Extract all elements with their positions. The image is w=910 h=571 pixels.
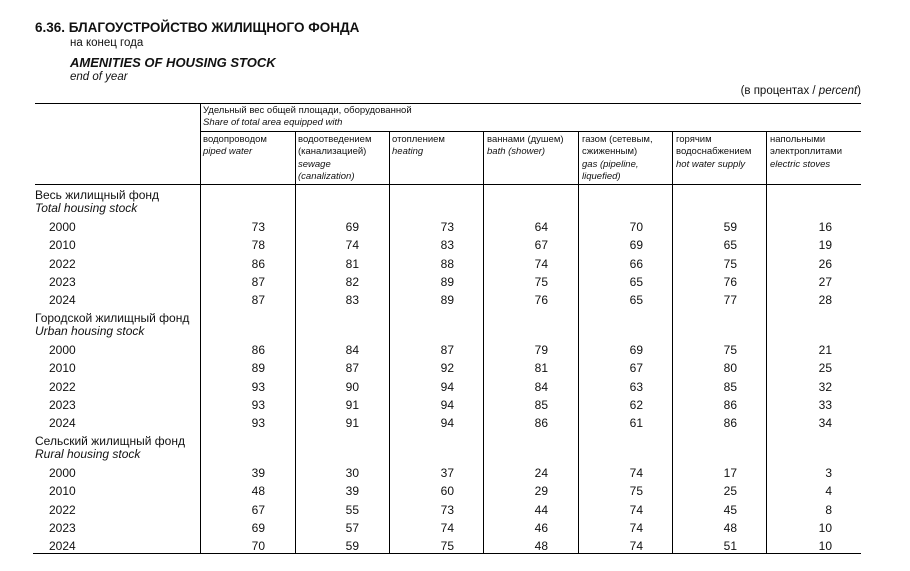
table-cell: 59 bbox=[345, 539, 359, 554]
table-cell: 85 bbox=[723, 379, 737, 394]
table-cell: 39 bbox=[345, 484, 359, 499]
column-header-piped-water bbox=[203, 134, 295, 157]
table-cell: 78 bbox=[251, 238, 265, 253]
table-cell: 84 bbox=[345, 343, 359, 357]
table-cell: 60 bbox=[440, 484, 454, 499]
table-cell: 76 bbox=[723, 274, 737, 289]
table-cell: 73 bbox=[440, 220, 454, 234]
table-cell: 26 bbox=[818, 256, 832, 271]
table-cell: 74 bbox=[629, 520, 643, 535]
table-cell: 59 bbox=[723, 220, 737, 234]
units-note bbox=[741, 85, 861, 97]
table-cell: 86 bbox=[534, 416, 548, 431]
table-cell: 48 bbox=[251, 484, 265, 499]
table-cell: 90 bbox=[345, 379, 359, 394]
table-cell: 74 bbox=[440, 520, 454, 535]
super-header-en: Share of total area equipped with bbox=[203, 117, 343, 128]
row-group-label-ru: Сельский жилищный фонд bbox=[35, 434, 185, 448]
column-header-electric-stoves bbox=[770, 134, 858, 171]
row-year: 2024 bbox=[49, 293, 76, 308]
table-cell: 65 bbox=[629, 274, 643, 289]
row-year: 2000 bbox=[49, 220, 76, 234]
table-cell: 87 bbox=[440, 343, 454, 357]
table-cell: 93 bbox=[251, 397, 265, 412]
table-cell: 48 bbox=[723, 520, 737, 535]
table-cell: 87 bbox=[345, 361, 359, 376]
units-ru: (в процентах / bbox=[740, 85, 819, 97]
row-year: 2023 bbox=[49, 274, 76, 289]
table-cell: 67 bbox=[629, 361, 643, 376]
column-header-ru: горячим водоснабжением bbox=[676, 134, 752, 157]
table-cell: 74 bbox=[629, 539, 643, 554]
table-cell: 32 bbox=[818, 379, 832, 394]
table-cell: 80 bbox=[723, 361, 737, 376]
row-year: 2023 bbox=[49, 397, 76, 412]
column-divider bbox=[672, 131, 673, 553]
table-cell: 65 bbox=[723, 238, 737, 253]
header-bottom-rule bbox=[35, 184, 861, 185]
table-cell: 10 bbox=[818, 539, 832, 554]
table-cell: 86 bbox=[251, 343, 265, 357]
column-header-bath bbox=[487, 134, 579, 157]
table-cell: 70 bbox=[251, 539, 265, 554]
table-cell: 19 bbox=[818, 238, 832, 253]
table-cell: 85 bbox=[534, 397, 548, 412]
table-cell: 81 bbox=[534, 361, 548, 376]
table-cell: 89 bbox=[251, 361, 265, 376]
table-cell: 25 bbox=[723, 484, 737, 499]
table-cell: 45 bbox=[723, 502, 737, 517]
table-cell: 70 bbox=[629, 220, 643, 234]
table-cell: 74 bbox=[629, 502, 643, 517]
table-cell: 73 bbox=[440, 502, 454, 517]
table-cell: 83 bbox=[440, 238, 454, 253]
table-cell: 25 bbox=[818, 361, 832, 376]
column-divider bbox=[483, 131, 484, 553]
table-cell: 76 bbox=[534, 293, 548, 308]
column-header-ru: отоплением bbox=[392, 134, 445, 145]
table-cell: 83 bbox=[345, 293, 359, 308]
super-header-rule bbox=[200, 131, 861, 132]
row-year: 2010 bbox=[49, 484, 76, 499]
table-subtitle-en: end of year bbox=[70, 71, 128, 83]
table-cell: 16 bbox=[818, 220, 832, 234]
row-group-label-en: Total housing stock bbox=[35, 201, 138, 215]
column-header-en: piped water bbox=[203, 145, 253, 157]
table-cell: 28 bbox=[818, 293, 832, 308]
row-year: 2023 bbox=[49, 520, 76, 535]
table-cell: 64 bbox=[534, 220, 548, 234]
column-header-en: electric stoves bbox=[770, 159, 831, 170]
table-cell: 74 bbox=[629, 466, 643, 480]
table-cell: 75 bbox=[440, 539, 454, 554]
table-cell: 67 bbox=[534, 238, 548, 253]
table-cell: 46 bbox=[534, 520, 548, 535]
table-cell: 75 bbox=[534, 274, 548, 289]
table-cell: 94 bbox=[440, 416, 454, 431]
column-header-ru: водоотведением (канализацией) bbox=[298, 134, 372, 157]
table-cell: 87 bbox=[251, 293, 265, 308]
table-title-ru: 6.36. БЛАГОУСТРОЙСТВО ЖИЛИЩНОГО ФОНДА bbox=[35, 20, 360, 35]
table-cell: 86 bbox=[251, 256, 265, 271]
table-cell: 3 bbox=[825, 466, 832, 480]
table-cell: 75 bbox=[723, 256, 737, 271]
table-cell: 37 bbox=[440, 466, 454, 480]
table-cell: 51 bbox=[723, 539, 737, 554]
row-year: 2000 bbox=[49, 466, 76, 480]
table-cell: 63 bbox=[629, 379, 643, 394]
column-divider bbox=[389, 131, 390, 553]
column-header-en: sewage (canalization) bbox=[298, 159, 355, 182]
table-cell: 27 bbox=[818, 274, 832, 289]
super-header-ru: Удельный вес общей площади, оборудованной bbox=[203, 105, 412, 116]
column-divider bbox=[295, 131, 296, 553]
table-cell: 57 bbox=[345, 520, 359, 535]
column-divider bbox=[578, 131, 579, 553]
column-header-hot-water bbox=[676, 134, 764, 171]
table-cell: 94 bbox=[440, 379, 454, 394]
table-cell: 61 bbox=[629, 416, 643, 431]
row-group-label bbox=[35, 189, 159, 215]
column-header-ru: газом (сетевым, сжиженным) bbox=[582, 134, 653, 157]
table-cell: 92 bbox=[440, 361, 454, 376]
column-header-en: gas (pipeline, liquefied) bbox=[582, 159, 639, 182]
row-year: 2010 bbox=[49, 361, 76, 376]
table-cell: 29 bbox=[534, 484, 548, 499]
table-cell: 4 bbox=[825, 484, 832, 499]
column-divider bbox=[766, 131, 767, 553]
column-header-en: hot water supply bbox=[676, 159, 746, 170]
table-cell: 39 bbox=[251, 466, 265, 480]
table-cell: 62 bbox=[629, 397, 643, 412]
table-subtitle-ru: на конец года bbox=[70, 37, 144, 49]
table-cell: 55 bbox=[345, 502, 359, 517]
table-cell: 93 bbox=[251, 379, 265, 394]
row-year: 2000 bbox=[49, 343, 76, 357]
row-group-label-ru: Городской жилищный фонд bbox=[35, 311, 190, 325]
table-cell: 17 bbox=[723, 466, 737, 480]
column-header-en: bath (shower) bbox=[487, 145, 546, 157]
table-cell: 75 bbox=[629, 484, 643, 499]
table-cell: 69 bbox=[629, 238, 643, 253]
table-cell: 8 bbox=[825, 502, 832, 517]
table-cell: 69 bbox=[629, 343, 643, 357]
table-cell: 82 bbox=[345, 274, 359, 289]
table-cell: 77 bbox=[723, 293, 737, 308]
stub-divider bbox=[200, 103, 201, 553]
row-year: 2022 bbox=[49, 256, 76, 271]
table-cell: 86 bbox=[723, 397, 737, 412]
table-cell: 67 bbox=[251, 502, 265, 517]
table-cell: 69 bbox=[345, 220, 359, 234]
column-header-sewage bbox=[298, 134, 382, 182]
table-cell: 73 bbox=[251, 220, 265, 234]
row-group-label-en: Rural housing stock bbox=[35, 447, 141, 461]
table-cell: 74 bbox=[534, 256, 548, 271]
table-cell: 48 bbox=[534, 539, 548, 554]
units-en: percent bbox=[818, 85, 858, 97]
table-title-en: AMENITIES OF HOUSING STOCK bbox=[70, 55, 276, 70]
table-cell: 93 bbox=[251, 416, 265, 431]
column-header-ru: ваннами (душем) bbox=[487, 134, 564, 145]
table-cell: 44 bbox=[534, 502, 548, 517]
column-header-gas bbox=[582, 134, 668, 182]
table-cell: 84 bbox=[534, 379, 548, 394]
table-cell: 69 bbox=[251, 520, 265, 535]
table-cell: 88 bbox=[440, 256, 454, 271]
table-cell: 89 bbox=[440, 274, 454, 289]
table-cell: 65 bbox=[629, 293, 643, 308]
table-cell: 24 bbox=[534, 466, 548, 480]
table-cell: 91 bbox=[345, 397, 359, 412]
column-header-ru: напольными электроплитами bbox=[770, 134, 843, 157]
units-close: ) bbox=[857, 85, 861, 97]
column-header-heating bbox=[392, 134, 484, 157]
row-group-label-ru: Весь жилищный фонд bbox=[35, 188, 160, 202]
row-year: 2024 bbox=[49, 416, 76, 431]
table-cell: 66 bbox=[629, 256, 643, 271]
super-header bbox=[203, 105, 412, 129]
row-year: 2024 bbox=[49, 539, 76, 554]
table-cell: 34 bbox=[818, 416, 832, 431]
table-cell: 86 bbox=[723, 416, 737, 431]
table-cell: 30 bbox=[345, 466, 359, 480]
table-cell: 91 bbox=[345, 416, 359, 431]
column-header-en: heating bbox=[392, 145, 424, 157]
table-cell: 81 bbox=[345, 256, 359, 271]
table-cell: 94 bbox=[440, 397, 454, 412]
table-cell: 79 bbox=[534, 343, 548, 357]
table-cell: 74 bbox=[345, 238, 359, 253]
table-top-rule bbox=[35, 103, 861, 104]
row-group-label-en: Urban housing stock bbox=[35, 324, 145, 338]
table-cell: 75 bbox=[723, 343, 737, 357]
table-cell: 87 bbox=[251, 274, 265, 289]
table-cell: 89 bbox=[440, 293, 454, 308]
column-header-ru: водопроводом bbox=[203, 134, 267, 145]
table-cell: 21 bbox=[818, 343, 832, 357]
row-group-label bbox=[35, 312, 189, 338]
row-year: 2010 bbox=[49, 238, 76, 253]
row-group-label bbox=[35, 435, 185, 461]
table-cell: 33 bbox=[818, 397, 832, 412]
table-cell: 10 bbox=[818, 520, 832, 535]
row-year: 2022 bbox=[49, 502, 76, 517]
row-year: 2022 bbox=[49, 379, 76, 394]
